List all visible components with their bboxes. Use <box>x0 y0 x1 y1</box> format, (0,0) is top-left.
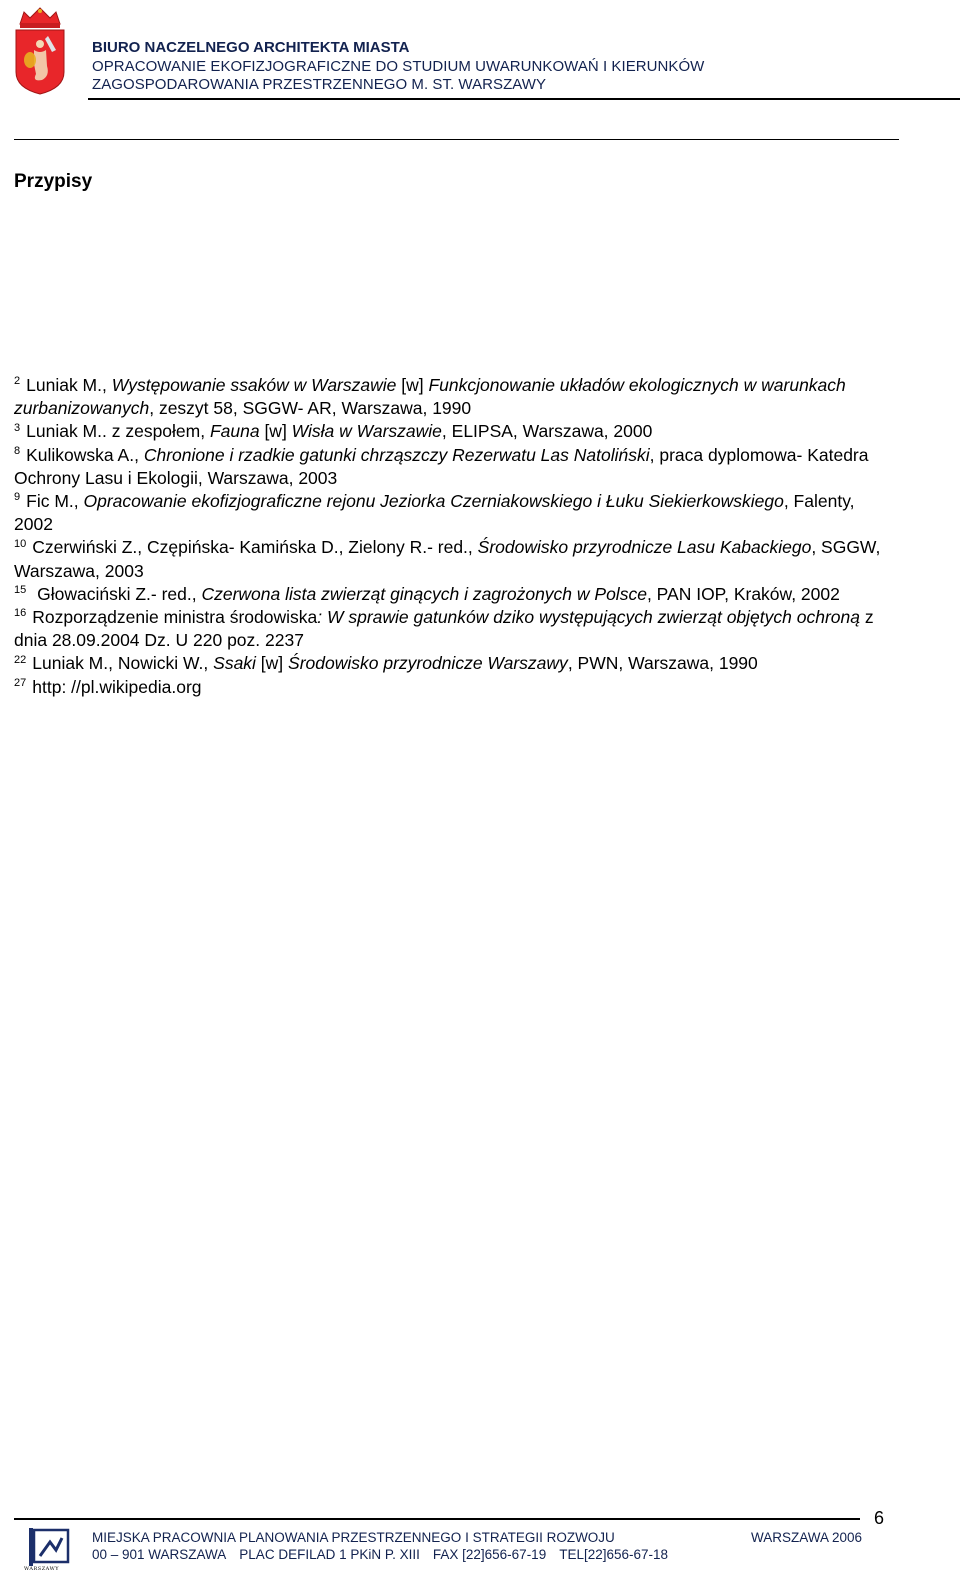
footnote-text: , zeszyt 58, SGGW- AR, Warszawa, 1990 <box>149 398 472 419</box>
footnote-item <box>14 374 894 420</box>
footnote-number: 3 <box>14 421 21 434</box>
footnote-number: 9 <box>14 491 21 504</box>
footnote-text: Fic M., <box>26 491 84 512</box>
footer-fax: FAX [22]656-67-19 <box>432 1547 547 1562</box>
footnote-title-text: Wisła w Warszawie <box>291 421 442 442</box>
footer-phone: TEL[22]656-67-18 <box>559 1547 669 1562</box>
footnote-title-text: Środowisko przyrodnicze Warszawy <box>288 653 568 674</box>
footnote-title-text: Chronione i rzadkie gatunki chrząszczy Rezerwatu Las Natoliński <box>143 444 650 465</box>
footnote-title-text: Opracowanie ekofizjograficzne rejonu Jeziorka Czerniakowskiego i Łuku Siekierkowskiego <box>83 491 784 512</box>
footer-divider <box>14 1518 860 1520</box>
footer-address <box>92 1546 862 1563</box>
footnote-item <box>14 606 894 652</box>
footnote-title-text: Występowanie ssaków w Warszawie <box>111 375 397 395</box>
footnote-text: , praca dyplomowa- Katedra Ochrony Lasu i Ekologii, Warszawa, 2003 <box>14 444 869 488</box>
section-title: Przypisy <box>14 171 93 192</box>
footnote-text: Czerwiński Z., Czępińska- Kamińska D., Zielony R.- red., <box>32 537 478 558</box>
footnote-item <box>14 536 894 582</box>
footnote-number: 8 <box>14 444 21 457</box>
footnote-item <box>14 583 894 606</box>
footnote-title-text: Środowisko przyrodnicze Lasu Kabackiego <box>477 537 812 558</box>
footnote-number: 2 <box>14 375 21 388</box>
footer-date: WARSZAWA 2006 <box>750 1530 862 1545</box>
footnote-item <box>14 652 894 675</box>
footer-text-block <box>92 1529 862 1563</box>
warsaw-coat-of-arms-icon <box>14 6 66 96</box>
footnote-item <box>14 490 894 536</box>
footnote-text: Luniak M., Nowicki W., <box>32 653 214 674</box>
footnote-title-text: Fauna <box>209 421 260 442</box>
footnote-title-text: Funkcjonowanie układów ekologicznych w warunkach zurbanizowanych <box>14 375 846 419</box>
content-divider <box>14 139 899 140</box>
footer-line-1 <box>92 1529 862 1546</box>
footnote-text: Rozporządzenie ministra środowiska <box>32 607 318 628</box>
footnote-number: 22 <box>14 653 27 666</box>
footnote-text: Głowaciński Z.- red., <box>32 583 202 604</box>
page-header <box>0 0 960 102</box>
footer-address-street: PLAC DEFILAD 1 PKiN P. XIII <box>239 1547 420 1562</box>
footnote-text: , Falenty, 2002 <box>14 491 855 535</box>
footnote-number: 10 <box>14 537 27 550</box>
header-subtitle-line-2: ZAGOSPODAROWANIA PRZESTRZENNEGO M. ST. WARSZAWY <box>92 76 547 93</box>
footnotes-list <box>14 374 894 699</box>
footnote-text: [w] <box>259 421 292 442</box>
footnote-title-text: : W sprawie gatunków dziko występujących zwierząt objętych ochroną <box>317 607 860 628</box>
header-divider <box>88 98 960 100</box>
footnote-text: , PAN IOP, Kraków, 2002 <box>646 583 840 604</box>
footnote-text: , ELIPSA, Warszawa, 2000 <box>441 421 653 442</box>
footnote-item <box>14 676 894 699</box>
header-text-block <box>92 39 704 95</box>
header-subtitle-line-1: OPRACOWANIE EKOFIZJOGRAFICZNE DO STUDIUM UWARUNKOWAŃ I KIERUNKÓW <box>92 57 705 75</box>
footer-organization: MIEJSKA PRACOWNIA PLANOWANIA PRZESTRZENNEGO I STRATEGII ROZWOJU <box>92 1530 615 1545</box>
footnote-item <box>14 444 894 490</box>
footnote-text: Luniak M.. z zespołem, <box>26 421 210 442</box>
footnote-number: 15 <box>14 584 27 596</box>
page-number: 6 <box>874 1508 885 1528</box>
footnote-text: [w] <box>396 375 429 395</box>
footnote-item <box>14 420 894 443</box>
footnote-text: , SGGW, Warszawa, 2003 <box>14 537 881 581</box>
footnote-text: http: //pl.wikipedia.org <box>32 676 202 697</box>
footnote-text: Kulikowska A., <box>26 444 144 465</box>
header-title: BIURO NACZELNEGO ARCHITEKTA MIASTA <box>92 39 410 56</box>
footnote-text: , PWN, Warszawa, 1990 <box>567 653 758 674</box>
footnote-number: 16 <box>14 607 27 620</box>
footnote-text: Luniak M., <box>26 375 112 395</box>
footnote-text: [w] <box>255 653 289 674</box>
footnote-title-text: Ssaki <box>213 653 256 674</box>
footer-logo-caption: WARSZAWY <box>24 1566 60 1572</box>
footnote-text: z dnia 28.09.2004 Dz. U 220 poz. 2237 <box>14 607 874 651</box>
footnote-number: 27 <box>14 676 27 689</box>
pracownia-logo-icon <box>28 1526 72 1568</box>
footer-address-postal: 00 – 901 WARSZAWA <box>92 1547 227 1562</box>
footnote-title-text: Czerwona lista zwierząt ginących i zagrożonych w Polsce <box>201 583 647 604</box>
